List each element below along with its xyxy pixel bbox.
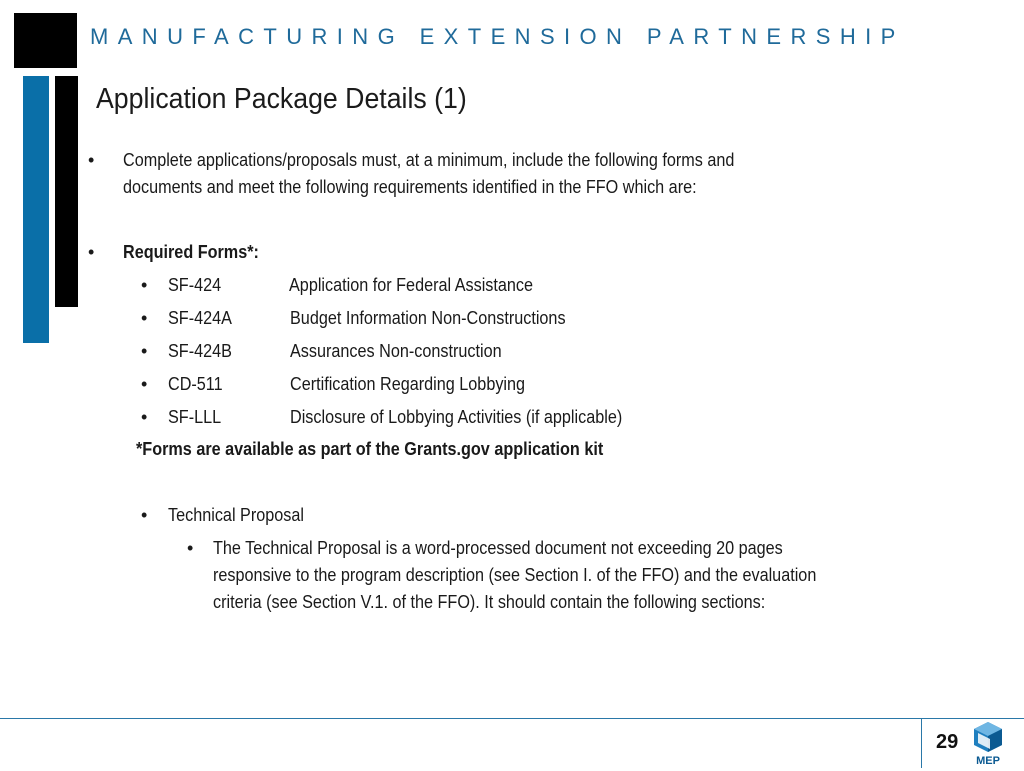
bullet-glyph: • bbox=[141, 407, 148, 427]
header-organization-name: MANUFACTURING EXTENSION PARTNERSHIP bbox=[90, 24, 905, 49]
bullet-glyph: • bbox=[141, 341, 148, 361]
decorative-blue-bar bbox=[23, 76, 49, 343]
footer-divider bbox=[0, 718, 1024, 719]
form-description: Budget Information Non-Constructions bbox=[290, 308, 566, 328]
mep-logo-icon bbox=[970, 720, 1006, 766]
required-forms-heading: Required Forms*: bbox=[123, 242, 259, 262]
technical-proposal-label: Technical Proposal bbox=[168, 505, 304, 525]
logo-text: MEP bbox=[976, 755, 1000, 766]
forms-availability-note: *Forms are available as part of the Grants.gov application kit bbox=[136, 439, 604, 459]
slide-title: Application Package Details (1) bbox=[96, 83, 467, 115]
form-description: Disclosure of Lobbying Activities (if applicable) bbox=[290, 407, 623, 427]
form-description: Assurances Non-construction bbox=[290, 341, 502, 361]
intro-line-1: Complete applications/proposals must, at a minimum, include the following forms and bbox=[123, 150, 735, 170]
intro-line-2: documents and meet the following requirements identified in the FFO which are: bbox=[123, 177, 697, 197]
form-code: CD-511 bbox=[168, 374, 223, 394]
footer-vertical-divider bbox=[921, 718, 922, 768]
technical-proposal-line-2: responsive to the program description (see Section I. of the FFO) and the evaluation bbox=[213, 565, 817, 585]
form-code: SF-424 bbox=[168, 275, 222, 295]
mep-logo bbox=[970, 720, 1006, 766]
bullet-glyph: • bbox=[141, 275, 148, 295]
form-description: Certification Regarding Lobbying bbox=[290, 374, 526, 394]
page-number: 29 bbox=[936, 731, 959, 753]
form-code: SF-424B bbox=[168, 341, 232, 361]
decorative-black-block bbox=[14, 13, 77, 68]
technical-proposal-line-1: The Technical Proposal is a word-processed document not exceeding 20 pages bbox=[213, 538, 783, 558]
form-code: SF-LLL bbox=[168, 407, 222, 427]
bullet-glyph: • bbox=[187, 538, 194, 558]
bullet-glyph: • bbox=[88, 242, 95, 262]
bullet-glyph: • bbox=[88, 150, 95, 170]
form-description: Application for Federal Assistance bbox=[289, 275, 534, 295]
technical-proposal-line-3: criteria (see Section V.1. of the FFO). It should contain the following sections: bbox=[213, 592, 766, 612]
form-code: SF-424A bbox=[168, 308, 232, 328]
bullet-glyph: • bbox=[141, 505, 148, 525]
decorative-black-bar bbox=[55, 76, 78, 307]
bullet-glyph: • bbox=[141, 308, 148, 328]
bullet-glyph: • bbox=[141, 374, 148, 394]
